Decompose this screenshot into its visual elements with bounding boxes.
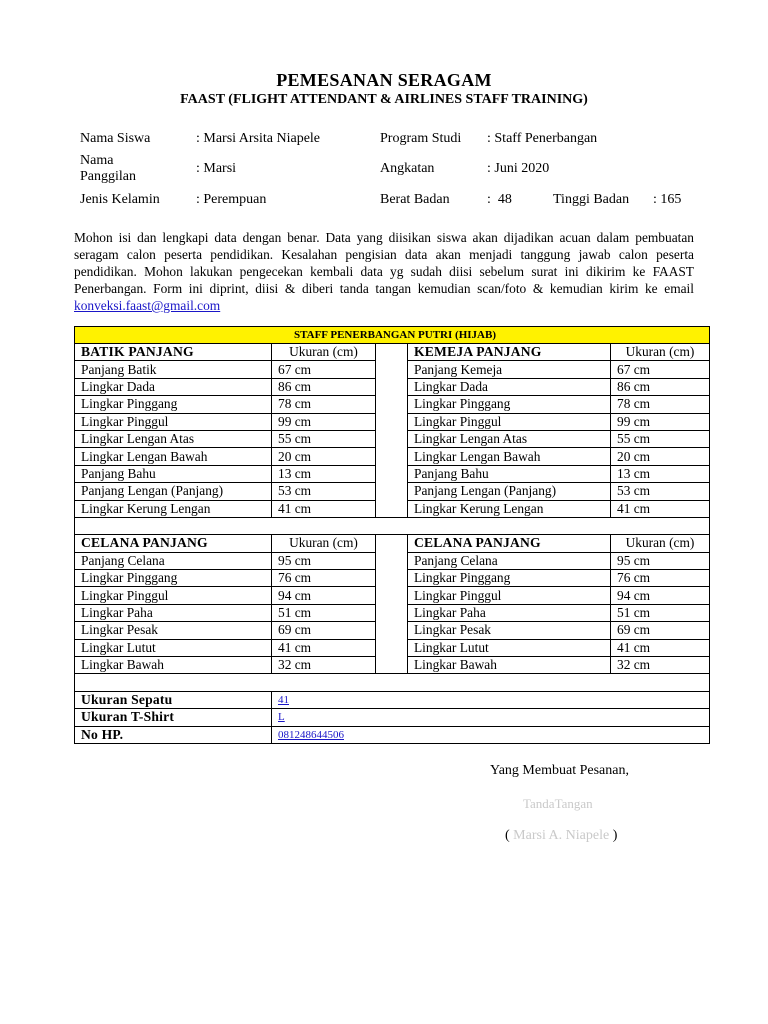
celana-right-row-label: Lingkar Pinggul xyxy=(408,587,611,604)
batik-row-value: 67 cm xyxy=(272,361,376,378)
program-studi-label: Program Studi xyxy=(380,131,462,146)
program-studi-value: : Staff Penerbangan xyxy=(487,131,598,146)
table-row xyxy=(75,709,710,726)
batik-row-label: Lingkar Lengan Atas xyxy=(75,430,272,447)
extra-row-link[interactable]: L xyxy=(278,711,285,724)
batik-row-value: 78 cm xyxy=(272,396,376,413)
signature-placeholder: TandaTangan xyxy=(523,796,593,811)
email-link[interactable]: konveksi.faast@gmail.com xyxy=(74,298,221,313)
batik-row-value: 55 cm xyxy=(272,430,376,447)
measurement-table xyxy=(74,326,710,744)
celana-right-row-label: Panjang Celana xyxy=(408,552,611,569)
celana-right-row-value: 41 cm xyxy=(611,639,710,656)
kemeja-row-value: 86 cm xyxy=(611,378,710,395)
column-spacer xyxy=(376,535,408,674)
angkatan-label: Angkatan xyxy=(380,161,435,176)
celana-right-ukuran-header: Ukuran (cm) xyxy=(611,535,710,552)
berat-badan-label: Berat Badan xyxy=(380,192,450,207)
kemeja-row-label: Lingkar Kerung Lengan xyxy=(408,500,611,517)
table-spacer-row xyxy=(75,674,710,691)
batik-section-title: BATIK PANJANG xyxy=(75,344,272,361)
kemeja-row-value: 53 cm xyxy=(611,483,710,500)
jenis-kelamin-value: : Perempuan xyxy=(196,192,267,207)
kemeja-row-value: 55 cm xyxy=(611,430,710,447)
batik-row-label: Lingkar Kerung Lengan xyxy=(75,500,272,517)
celana-left-ukuran-header: Ukuran (cm) xyxy=(272,535,376,552)
document-title: PEMESANAN SERAGAM xyxy=(276,70,492,90)
batik-row-value: 86 cm xyxy=(272,378,376,395)
nama-panggilan-label-line2: Panggilan xyxy=(80,169,136,184)
berat-badan-value: : 48 xyxy=(487,192,512,207)
kemeja-row-label: Lingkar Lengan Atas xyxy=(408,430,611,447)
column-spacer xyxy=(376,344,408,518)
table-row xyxy=(75,691,710,708)
extra-row-value xyxy=(272,726,710,743)
celana-left-row-value: 51 cm xyxy=(272,604,376,621)
kemeja-row-label: Lingkar Dada xyxy=(408,378,611,395)
table-row xyxy=(75,726,710,743)
batik-row-value: 41 cm xyxy=(272,500,376,517)
kemeja-ukuran-header: Ukuran (cm) xyxy=(611,344,710,361)
batik-ukuran-header: Ukuran (cm) xyxy=(272,344,376,361)
table-spacer xyxy=(75,674,710,691)
celana-right-row-value: 51 cm xyxy=(611,604,710,621)
signature-open-paren: ( xyxy=(505,828,514,843)
kemeja-row-value: 78 cm xyxy=(611,396,710,413)
celana-right-row-value: 94 cm xyxy=(611,587,710,604)
extra-row-value xyxy=(272,709,710,726)
table-header: STAFF PENERBANGAN PUTRI (HIJAB) xyxy=(75,327,710,344)
celana-left-row-value: 69 cm xyxy=(272,622,376,639)
celana-left-section-title: CELANA PANJANG xyxy=(75,535,272,552)
kemeja-row-value: 13 cm xyxy=(611,465,710,482)
nama-panggilan-label-line1: Nama xyxy=(80,153,114,168)
celana-left-row-value: 94 cm xyxy=(272,587,376,604)
celana-left-row-value: 41 cm xyxy=(272,639,376,656)
kemeja-section-title: KEMEJA PANJANG xyxy=(408,344,611,361)
celana-left-row-value: 32 cm xyxy=(272,657,376,674)
section-header-row xyxy=(75,344,710,361)
batik-row-label: Panjang Bahu xyxy=(75,465,272,482)
instructions-text: Mohon isi dan lengkapi data dengan benar. Data yang diisikan siswa akan dijadikan acuan dalam pembuatan seragam calon peserta pendidikan. Kesalahan pengisian data akan menjadi tanggung jawab calon peserta pendidikan. Mohon lakukan pengecekan kembali data yg sudah diisi sebelum surat ini dikirim ke FAAST Penerbangan. Form ini diprint, diisi & diberi tanda tangan kemudian scan/foto & kemudian kirim ke email xyxy=(74,230,694,296)
angkatan-value: : Juni 2020 xyxy=(487,161,550,176)
celana-right-row-label: Lingkar Pesak xyxy=(408,622,611,639)
batik-row-label: Panjang Batik xyxy=(75,361,272,378)
celana-right-row-value: 76 cm xyxy=(611,570,710,587)
celana-left-row-value: 76 cm xyxy=(272,570,376,587)
table-header-row xyxy=(75,327,710,344)
celana-left-row-label: Lingkar Pinggang xyxy=(75,570,272,587)
table-spacer xyxy=(75,517,710,534)
batik-row-label: Lingkar Pinggul xyxy=(75,413,272,430)
kemeja-row-label: Lingkar Lengan Bawah xyxy=(408,448,611,465)
batik-row-label: Lingkar Pinggang xyxy=(75,396,272,413)
kemeja-row-label: Panjang Kemeja xyxy=(408,361,611,378)
kemeja-row-label: Panjang Lengan (Panjang) xyxy=(408,483,611,500)
celana-left-row-label: Lingkar Bawah xyxy=(75,657,272,674)
extra-row-label: Ukuran T-Shirt xyxy=(75,709,272,726)
jenis-kelamin-label: Jenis Kelamin xyxy=(80,192,160,207)
kemeja-row-label: Panjang Bahu xyxy=(408,465,611,482)
signature-close-paren: ) xyxy=(609,828,618,843)
celana-left-row-label: Lingkar Pinggul xyxy=(75,587,272,604)
extra-row-link[interactable]: 41 xyxy=(278,694,289,706)
celana-right-row-value: 95 cm xyxy=(611,552,710,569)
batik-row-label: Lingkar Dada xyxy=(75,378,272,395)
instructions-paragraph xyxy=(74,229,694,314)
batik-row-value: 99 cm xyxy=(272,413,376,430)
extra-row-value xyxy=(272,691,710,708)
celana-left-row-value: 95 cm xyxy=(272,552,376,569)
kemeja-row-value: 67 cm xyxy=(611,361,710,378)
extra-row-label: Ukuran Sepatu xyxy=(75,691,272,708)
celana-right-row-value: 32 cm xyxy=(611,657,710,674)
celana-right-row-label: Lingkar Lutut xyxy=(408,639,611,656)
extra-row-label: No HP. xyxy=(75,726,272,743)
nama-siswa-label: Nama Siswa xyxy=(80,131,151,146)
kemeja-row-label: Lingkar Pinggang xyxy=(408,396,611,413)
section-header-row xyxy=(75,535,710,552)
celana-right-row-label: Lingkar Paha xyxy=(408,604,611,621)
kemeja-row-value: 99 cm xyxy=(611,413,710,430)
tinggi-badan-label: Tinggi Badan xyxy=(553,192,630,207)
signature-name: Marsi A. Niapele xyxy=(513,828,610,843)
celana-right-row-value: 69 cm xyxy=(611,622,710,639)
kemeja-row-value: 20 cm xyxy=(611,448,710,465)
celana-left-row-label: Lingkar Paha xyxy=(75,604,272,621)
celana-right-row-label: Lingkar Pinggang xyxy=(408,570,611,587)
batik-row-label: Lingkar Lengan Bawah xyxy=(75,448,272,465)
nama-siswa-value: : Marsi Arsita Niapele xyxy=(196,131,321,146)
table-spacer-row xyxy=(75,517,710,534)
batik-row-value: 13 cm xyxy=(272,465,376,482)
batik-row-value: 53 cm xyxy=(272,483,376,500)
nama-panggilan-value: : Marsi xyxy=(196,161,237,176)
celana-right-row-label: Lingkar Bawah xyxy=(408,657,611,674)
batik-row-label: Panjang Lengan (Panjang) xyxy=(75,483,272,500)
signature-name-line xyxy=(505,828,617,844)
celana-left-row-label: Panjang Celana xyxy=(75,552,272,569)
kemeja-row-label: Lingkar Pinggul xyxy=(408,413,611,430)
document-subtitle: FAAST (FLIGHT ATTENDANT & AIRLINES STAFF TRAINING) xyxy=(180,92,588,107)
celana-right-section-title: CELANA PANJANG xyxy=(408,535,611,552)
extra-row-link[interactable]: 081248644506 xyxy=(278,728,344,741)
signature-heading: Yang Membuat Pesanan, xyxy=(490,763,629,778)
kemeja-row-value: 41 cm xyxy=(611,500,710,517)
batik-row-value: 20 cm xyxy=(272,448,376,465)
tinggi-badan-value: : 165 xyxy=(653,192,682,207)
celana-left-row-label: Lingkar Pesak xyxy=(75,622,272,639)
celana-left-row-label: Lingkar Lutut xyxy=(75,639,272,656)
